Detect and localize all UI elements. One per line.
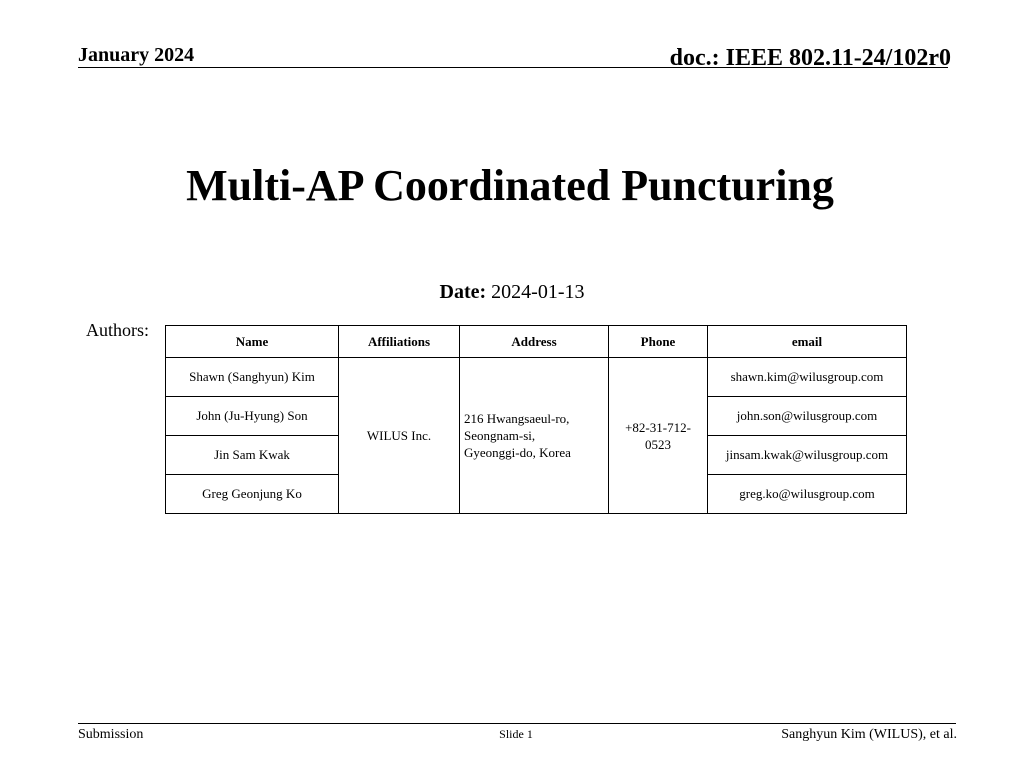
footer-submission: Submission: [78, 727, 144, 742]
affiliation-cell: WILUS Inc.: [339, 358, 460, 514]
author-email: greg.ko@wilusgroup.com: [708, 475, 907, 514]
column-header-affiliations: Affiliations: [339, 326, 460, 358]
column-header-phone: Phone: [609, 326, 708, 358]
address-line: Seongnam-si,: [464, 428, 536, 443]
author-name: Greg Geonjung Ko: [166, 475, 339, 514]
footer-slide-number: Slide 1: [499, 727, 533, 741]
footer-divider: [78, 723, 956, 724]
header-date: January 2024: [78, 44, 195, 66]
column-header-address: Address: [460, 326, 609, 358]
phone-line: +82-31-712-: [625, 419, 691, 435]
footer-author-credit: Sanghyun Kim (WILUS), et al.: [781, 727, 957, 742]
slide-title: Multi-AP Coordinated Puncturing: [186, 161, 834, 210]
phone-cell: [609, 358, 708, 514]
column-header-email: email: [708, 326, 907, 358]
date-line: [0, 280, 1024, 304]
phone-line: 0523: [645, 436, 671, 452]
authors-table: [165, 325, 907, 514]
author-name: Shawn (Sanghyun) Kim: [166, 358, 339, 397]
column-header-name: Name: [166, 326, 339, 358]
address-cell: [460, 358, 609, 514]
date-label: Date:: [439, 281, 487, 303]
author-email: jinsam.kwak@wilusgroup.com: [708, 436, 907, 475]
author-name: Jin Sam Kwak: [166, 436, 339, 475]
table-row: [166, 358, 907, 397]
authors-label: Authors:: [86, 320, 149, 340]
author-email: john.son@wilusgroup.com: [708, 397, 907, 436]
author-name: John (Ju-Hyung) Son: [166, 397, 339, 436]
date-value: 2024-01-13: [491, 281, 585, 303]
address-line: 216 Hwangsaeul-ro,: [464, 411, 570, 426]
header-divider: [78, 67, 948, 68]
author-email: shawn.kim@wilusgroup.com: [708, 358, 907, 397]
header-doc-id: doc.: IEEE 802.11-24/102r0: [669, 45, 951, 71]
address-line: Gyeonggi-do, Korea: [464, 445, 571, 460]
table-header-row: [166, 326, 907, 358]
